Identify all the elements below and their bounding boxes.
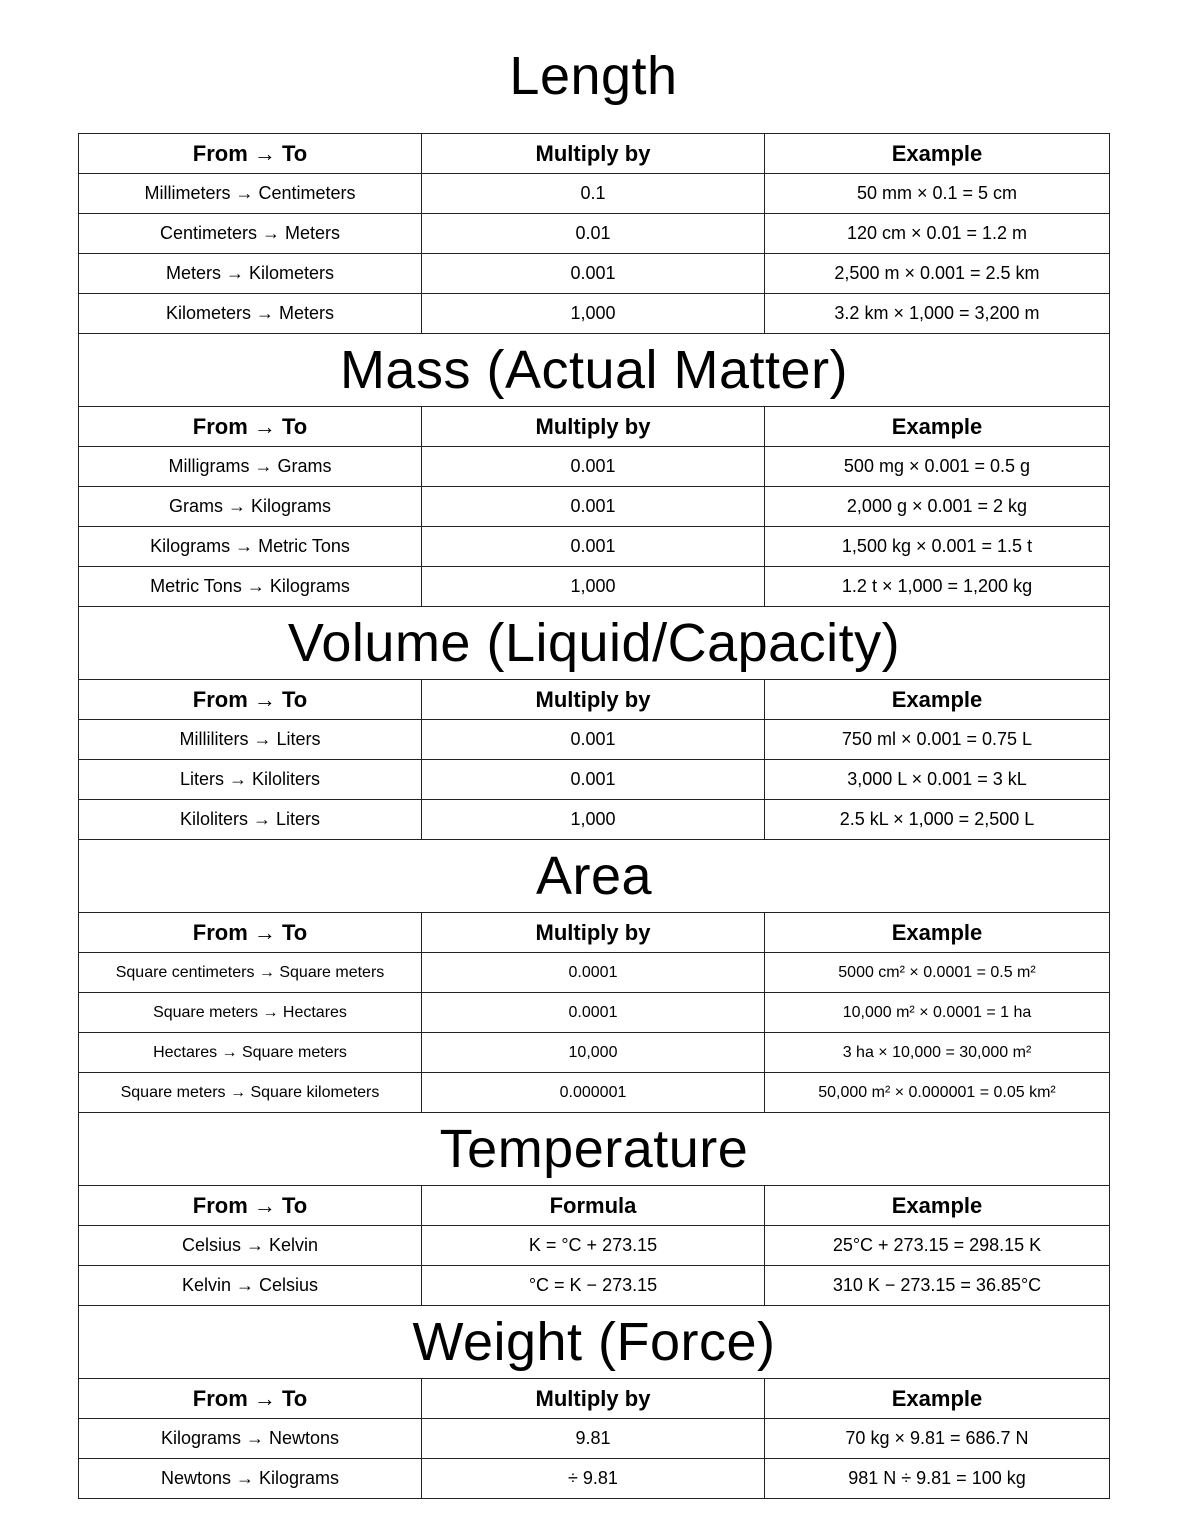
table-row [79, 567, 1110, 607]
example-cell: 2,000 g × 0.001 = 2 kg [765, 487, 1110, 527]
header-example: Example [765, 913, 1110, 953]
factor-cell: 0.001 [422, 760, 765, 800]
header-from-to: From → To [79, 1379, 422, 1419]
conversion-cell: Millimeters → Centimeters [79, 174, 422, 214]
header-row-weight [79, 1379, 1110, 1419]
table-row [79, 447, 1110, 487]
factor-cell: 0.001 [422, 447, 765, 487]
example-cell: 10,000 m² × 0.0001 = 1 ha [765, 993, 1110, 1033]
header-from-to: From → To [79, 134, 422, 174]
factor-cell: 0.0001 [422, 993, 765, 1033]
header-from-to: From → To [79, 680, 422, 720]
table-row [79, 760, 1110, 800]
conversion-cell: Metric Tons → Kilograms [79, 567, 422, 607]
factor-cell: 0.001 [422, 720, 765, 760]
table-row [79, 993, 1110, 1033]
section-title: Temperature [79, 1113, 1110, 1186]
example-cell: 500 mg × 0.001 = 0.5 g [765, 447, 1110, 487]
header-row-length [79, 134, 1110, 174]
conversion-cell: Square meters → Square kilometers [79, 1073, 422, 1113]
table-row [79, 1033, 1110, 1073]
table-row [79, 527, 1110, 567]
conversion-cell: Celsius → Kelvin [79, 1226, 422, 1266]
header-row-volume [79, 680, 1110, 720]
header-from-to: From → To [79, 913, 422, 953]
table-row [79, 254, 1110, 294]
table-row [79, 953, 1110, 993]
section-title-row-temperature [79, 1113, 1110, 1186]
conversion-cell: Grams → Kilograms [79, 487, 422, 527]
conversion-cell: Newtons → Kilograms [79, 1459, 422, 1499]
page-title: Length [509, 46, 678, 106]
conversion-cell: Square meters → Hectares [79, 993, 422, 1033]
conversion-table-body [79, 134, 1110, 1499]
conversion-cell: Kelvin → Celsius [79, 1266, 422, 1306]
example-cell: 1.2 t × 1,000 = 1,200 kg [765, 567, 1110, 607]
section-title-row-mass [79, 334, 1110, 407]
example-cell: 981 N ÷ 9.81 = 100 kg [765, 1459, 1110, 1499]
factor-cell: 1,000 [422, 800, 765, 840]
header-from-to: From → To [79, 407, 422, 447]
conversion-cell: Kiloliters → Liters [79, 800, 422, 840]
header-factor: Formula [422, 1186, 765, 1226]
factor-cell: 1,000 [422, 294, 765, 334]
conversion-cell: Kilograms → Newtons [79, 1419, 422, 1459]
example-cell: 1,500 kg × 0.001 = 1.5 t [765, 527, 1110, 567]
header-factor: Multiply by [422, 134, 765, 174]
table-row [79, 800, 1110, 840]
example-cell: 750 ml × 0.001 = 0.75 L [765, 720, 1110, 760]
example-cell: 50,000 m² × 0.000001 = 0.05 km² [765, 1073, 1110, 1113]
header-example: Example [765, 407, 1110, 447]
section-title-row-volume [79, 607, 1110, 680]
example-cell: 3,000 L × 0.001 = 3 kL [765, 760, 1110, 800]
section-title-row-area [79, 840, 1110, 913]
example-cell: 120 cm × 0.01 = 1.2 m [765, 214, 1110, 254]
example-cell: 2,500 m × 0.001 = 2.5 km [765, 254, 1110, 294]
factor-cell: 10,000 [422, 1033, 765, 1073]
header-example: Example [765, 1379, 1110, 1419]
table-row [79, 720, 1110, 760]
header-factor: Multiply by [422, 913, 765, 953]
table-row [79, 1419, 1110, 1459]
section-title: Mass (Actual Matter) [79, 334, 1110, 407]
factor-cell: 1,000 [422, 567, 765, 607]
header-example: Example [765, 1186, 1110, 1226]
section-title: Volume (Liquid/Capacity) [79, 607, 1110, 680]
section-title: Weight (Force) [79, 1306, 1110, 1379]
example-cell: 70 kg × 9.81 = 686.7 N [765, 1419, 1110, 1459]
header-row-mass [79, 407, 1110, 447]
section-title: Area [79, 840, 1110, 913]
factor-cell: 0.01 [422, 214, 765, 254]
header-from-to: From → To [79, 1186, 422, 1226]
header-example: Example [765, 680, 1110, 720]
header-factor: Multiply by [422, 407, 765, 447]
conversion-cell: Centimeters → Meters [79, 214, 422, 254]
conversion-cell: Square centimeters → Square meters [79, 953, 422, 993]
conversion-cell: Liters → Kiloliters [79, 760, 422, 800]
factor-cell: K = °C + 273.15 [422, 1226, 765, 1266]
conversion-cell: Hectares → Square meters [79, 1033, 422, 1073]
factor-cell: 0.000001 [422, 1073, 765, 1113]
factor-cell: 9.81 [422, 1419, 765, 1459]
example-cell: 5000 cm² × 0.0001 = 0.5 m² [765, 953, 1110, 993]
section-title-row-weight [79, 1306, 1110, 1379]
conversion-cell: Milligrams → Grams [79, 447, 422, 487]
conversion-cell: Kilometers → Meters [79, 294, 422, 334]
factor-cell: °C = K − 273.15 [422, 1266, 765, 1306]
table-row [79, 1073, 1110, 1113]
example-cell: 2.5 kL × 1,000 = 2,500 L [765, 800, 1110, 840]
header-factor: Multiply by [422, 680, 765, 720]
table-row [79, 1459, 1110, 1499]
conversion-cell: Kilograms → Metric Tons [79, 527, 422, 567]
header-row-temperature [79, 1186, 1110, 1226]
example-cell: 3.2 km × 1,000 = 3,200 m [765, 294, 1110, 334]
header-row-area [79, 913, 1110, 953]
example-cell: 310 K − 273.15 = 36.85°C [765, 1266, 1110, 1306]
factor-cell: ÷ 9.81 [422, 1459, 765, 1499]
example-cell: 3 ha × 10,000 = 30,000 m² [765, 1033, 1110, 1073]
conversion-cell: Milliliters → Liters [79, 720, 422, 760]
conversion-table [78, 133, 1110, 1499]
factor-cell: 0.001 [422, 254, 765, 294]
factor-cell: 0.0001 [422, 953, 765, 993]
table-row [79, 214, 1110, 254]
table-row [79, 294, 1110, 334]
factor-cell: 0.1 [422, 174, 765, 214]
example-cell: 25°C + 273.15 = 298.15 K [765, 1226, 1110, 1266]
factor-cell: 0.001 [422, 527, 765, 567]
header-example: Example [765, 134, 1110, 174]
header-factor: Multiply by [422, 1379, 765, 1419]
factor-cell: 0.001 [422, 487, 765, 527]
table-row [79, 1266, 1110, 1306]
table-row [79, 1226, 1110, 1266]
example-cell: 50 mm × 0.1 = 5 cm [765, 174, 1110, 214]
table-row [79, 174, 1110, 214]
table-row [79, 487, 1110, 527]
conversion-cell: Meters → Kilometers [79, 254, 422, 294]
